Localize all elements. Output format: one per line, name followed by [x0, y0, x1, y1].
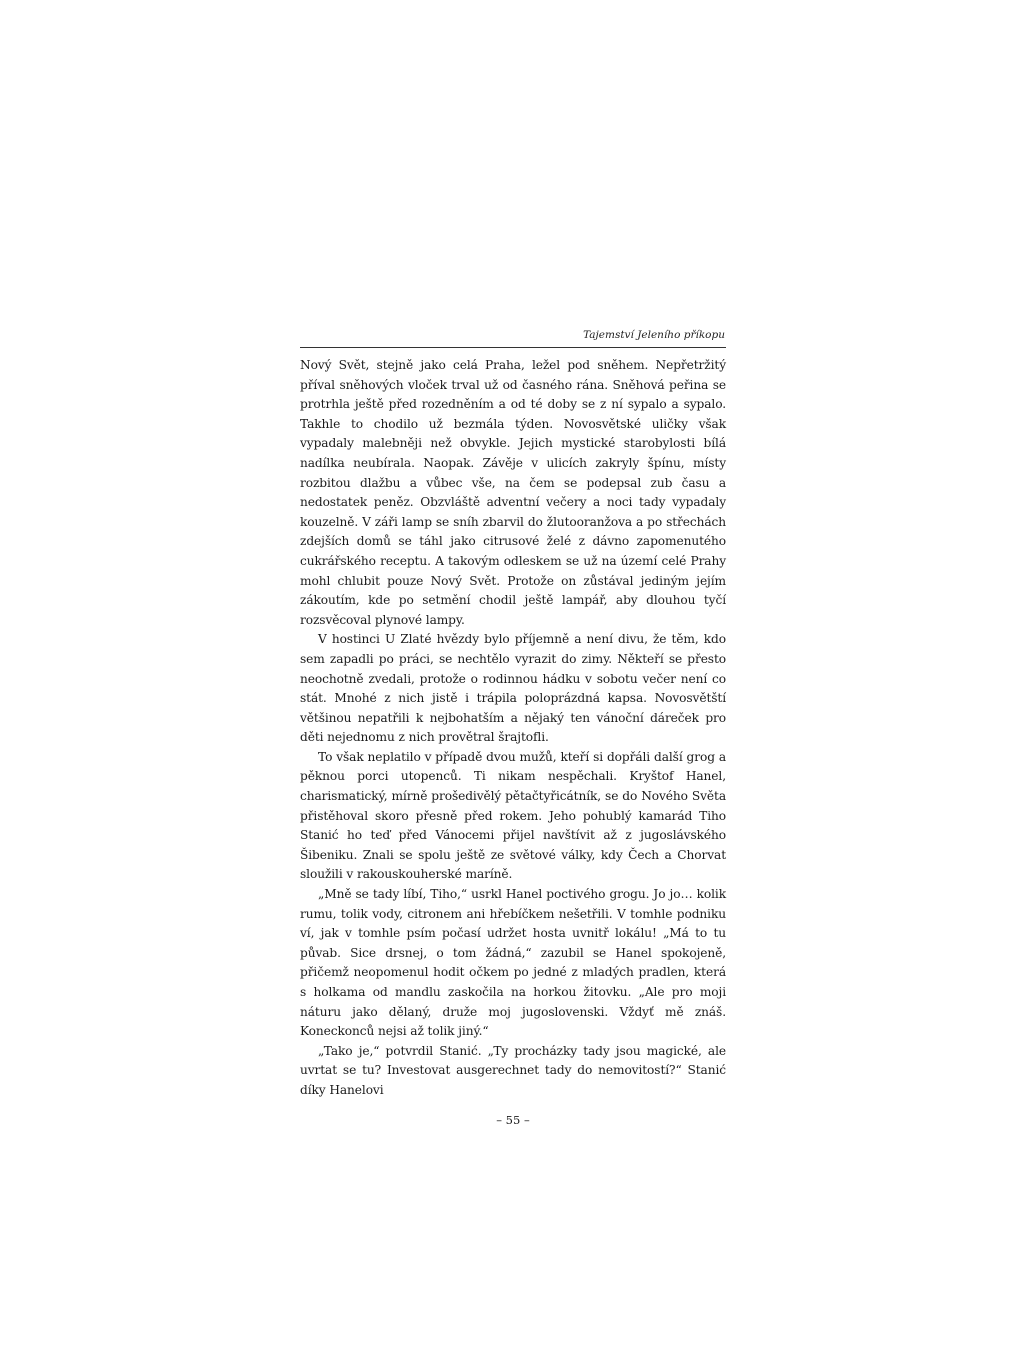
body-text — [300, 356, 726, 1101]
paragraph: „Tako je,“ potvrdil Stanić. „Ty procházky tady jsou magické, ale uvrtat se tu? Investovat ausgerechnet tady do nemovitostí?“ Stanić díky Hanelovi — [300, 1043, 726, 1097]
paragraph: „Mně se tady líbí, Tiho,“ usrkl Hanel poctivého grogu. Jo jo… kolik rumu, tolik vody, citronem ani hřebíčkem nešetřili. V tomhle podniku ví, jak v tomhle psím počasí udržet hosta uvnitř lokálu! „Má to tu půvab. Sice drsnej, o tom žádná,“ zazubil se Hanel spokojeně, přičemž neopomenul hodit očkem po jedné z mladých pradlen, která s holkama od mandlu zaskočila na horkou žitovku. „Ale pro moji náturu jako dělaný, druže moj jugoslovenski. Vždyť mě znáš. Koneckonců nejsi až tolik jiný.“ — [300, 887, 726, 1039]
running-header: Tajemství Jeleního příkopu — [583, 329, 725, 341]
book-page — [300, 326, 726, 1130]
page-number: – 55 – — [496, 1112, 530, 1127]
paragraph: To však neplatilo v případě dvou mužů, kteří si dopřáli další grog a pěknou porci utopenců. Ti nikam nespěchali. Kryštof Hanel, charismatický, mírně prošedivělý pětačtyřicátník, se do Nového Světa přistěhoval skoro přesně před rokem. Jeho pohublý kamarád Tiho Stanić ho teď před Vánocemi přijel navštívit až z jugoslávského Šibeniku. Znali se spolu ještě ze světové války, kdy Čech a Chorvat sloužili v rakouskouherské maríně. — [300, 749, 726, 882]
paragraph: Nový Svět, stejně jako celá Praha, ležel pod sněhem. Nepřetržitý příval sněhových vloček trval už od časného rána. Sněhová peřina se protrhla ještě před rozedněním a od té doby se z ní sypalo a sypalo. Takhle to chodilo už bezmála týden. Novosvětské uličky však vypadaly malebněji než obvykle. Jejich mystické starobylosti bílá nadílka neubírala. Naopak. Závěje v ulicích zakryly špínu, místy rozbitou dlažbu a vůbec vše, na čem se podepsal zub času a nedostatek peněz. Obzvláště adventní večery a noci tady vypadaly kouzelně. V záři lamp se sníh zbarvil do žlutooranžova a po střechách zdejších domů se táhl jako citrusové želé z dávno zapomenutého cukrářského receptu. A takovým odleskem se už na území celé Prahy mohl chlubit pouze Nový Svět. Protože on zůstával jediným jejím zákoutím, kde po setmění chodil ještě lampář, aby dlouhou tyčí rozsvěcoval plynové lampy. — [300, 358, 726, 627]
paragraph: V hostinci U Zlaté hvězdy bylo příjemně a není divu, že těm, kdo sem zapadli po práci, se nechtělo vyrazit do zimy. Někteří se přesto neochotně zvedali, protože o rodinnou hádku v sobotu večer není co stát. Mnohé z nich jistě i trápila poloprázdná kapsa. Novosvětští většinou nepatřili k nejbohatším a nějaký ten vánoční dáreček pro děti nejednomu z nich provětral šrajtofli. — [300, 632, 726, 745]
header-rule — [300, 347, 726, 348]
